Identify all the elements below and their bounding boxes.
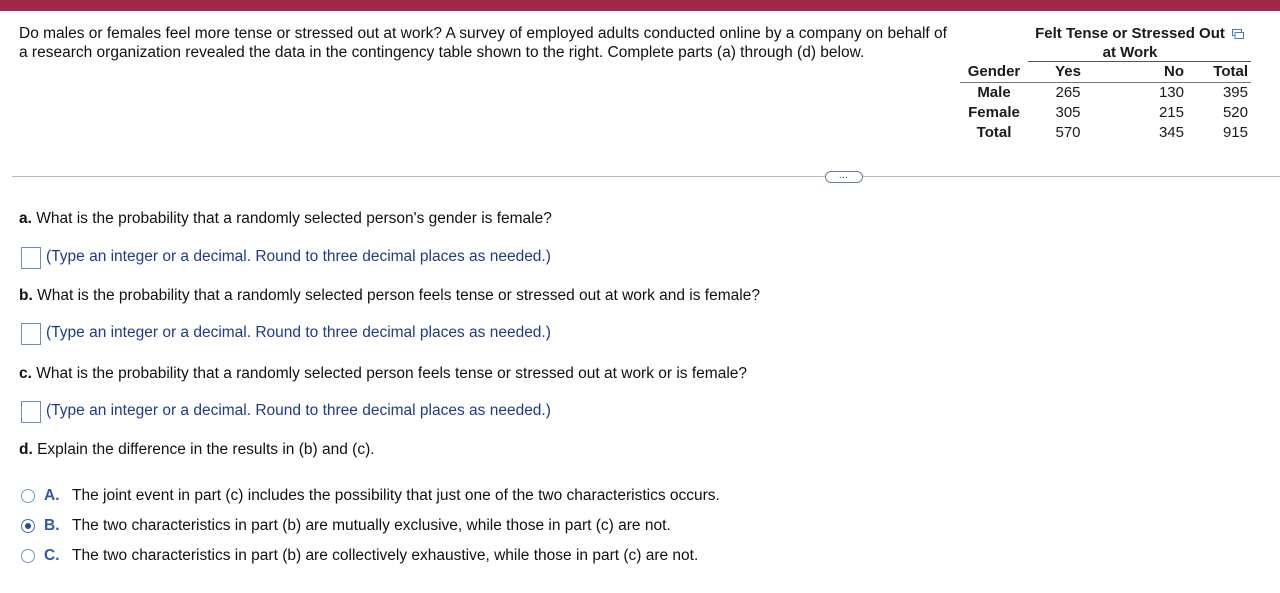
table-title [1030, 24, 1230, 62]
cell-yes: 265 [1055, 84, 1081, 101]
cell-total: 520 [1222, 104, 1248, 121]
row-label: Female [968, 104, 1020, 121]
question-c-letter: c. [19, 365, 32, 382]
answer-a-hint: (Type an integer or a decimal. Round to three decimal places as needed.) [46, 248, 551, 265]
option-b-text: The two characteristics in part (b) are mutually exclusive, while those in part (c) are not. [72, 517, 671, 534]
table-row [960, 123, 1251, 143]
answer-b-input[interactable] [21, 323, 41, 345]
question-b-letter: b. [19, 287, 33, 304]
question-c [19, 365, 747, 383]
answer-c-input[interactable] [21, 401, 41, 423]
header-yes: Yes [1028, 62, 1108, 83]
more-button[interactable]: … [825, 171, 863, 183]
copy-icon[interactable] [1232, 29, 1244, 39]
header-total: Total [1188, 62, 1251, 83]
header-gender: Gender [960, 62, 1028, 83]
option-b-letter: B. [44, 517, 60, 534]
top-bar [0, 0, 1280, 11]
option-a-radio[interactable] [21, 489, 35, 503]
option-a-letter: A. [44, 487, 60, 504]
option-c-letter: C. [44, 547, 60, 564]
table-row [960, 103, 1251, 123]
option-a-text: The joint event in part (c) includes the possibility that just one of the two characteristics occurs. [72, 487, 720, 504]
question-c-text: What is the probability that a randomly selected person feels tense or stressed out at work or is female? [31, 365, 748, 382]
cell-yes: 570 [1055, 124, 1081, 141]
row-label: Male [977, 84, 1011, 101]
question-d [19, 441, 375, 459]
contingency-table [960, 61, 1251, 143]
cell-yes: 305 [1055, 104, 1081, 121]
question-d-text: Explain the difference in the results in (b) and (c). [32, 441, 375, 458]
cell-no: 130 [1158, 84, 1184, 101]
table-row [960, 83, 1251, 104]
cell-total: 395 [1222, 84, 1248, 101]
header-no: No [1108, 62, 1188, 83]
question-d-letter: d. [19, 441, 33, 458]
question-b [19, 287, 760, 305]
question-a-text: What is the probability that a randomly selected person's gender is female? [31, 210, 552, 227]
cell-total: 915 [1222, 124, 1248, 141]
section-divider [12, 176, 1280, 177]
option-c-text: The two characteristics in part (b) are collectively exhaustive, while those in part (c) are not. [72, 547, 699, 564]
problem-statement: Do males or females feel more tense or stressed out at work? A survey of employed adults conducted online by a company on behalf of a research organization revealed the data in the contingency table shown to the right. Complete parts (a) through (d) below. [19, 25, 947, 61]
answer-a-input[interactable] [21, 247, 41, 269]
answer-b-hint: (Type an integer or a decimal. Round to three decimal places as needed.) [46, 324, 551, 341]
option-a[interactable] [21, 487, 921, 509]
table-header-row [960, 62, 1251, 83]
table-title-line1: Felt Tense or Stressed Out [1035, 25, 1225, 42]
row-label: Total [976, 124, 1012, 141]
option-c-radio[interactable] [21, 549, 35, 563]
option-b-radio[interactable] [21, 519, 35, 533]
question-a [19, 210, 552, 228]
cell-no: 345 [1158, 124, 1184, 141]
answer-c-hint: (Type an integer or a decimal. Round to three decimal places as needed.) [46, 402, 551, 419]
cell-no: 215 [1158, 104, 1184, 121]
option-c[interactable] [21, 547, 921, 569]
question-b-text: What is the probability that a randomly selected person feels tense or stressed out at work and is female? [32, 287, 760, 304]
option-b[interactable] [21, 517, 921, 539]
table-title-line2: at Work [1102, 44, 1158, 61]
question-a-letter: a. [19, 210, 32, 227]
